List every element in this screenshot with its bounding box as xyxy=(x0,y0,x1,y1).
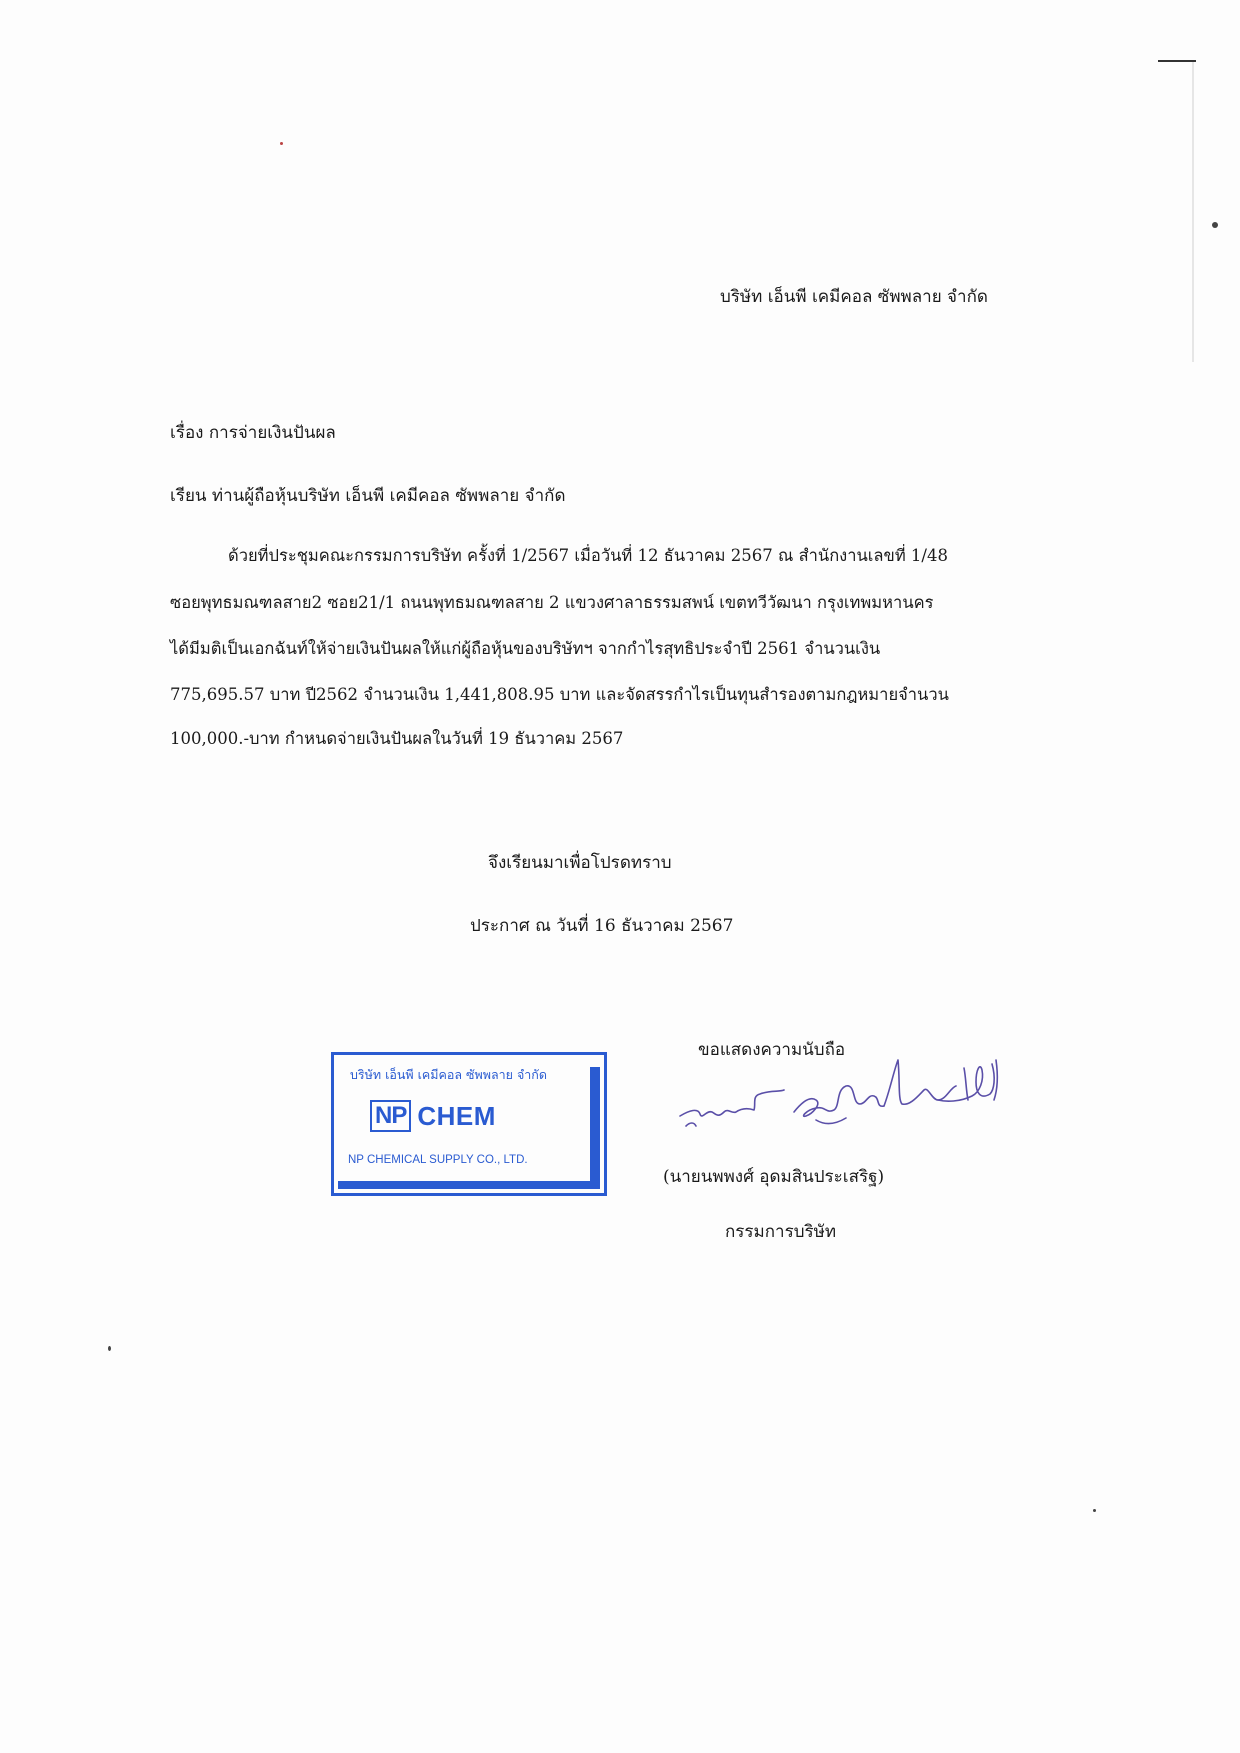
letter-subject: เรื่อง การจ่ายเงินปันผล xyxy=(170,423,336,443)
scan-speck xyxy=(280,142,283,145)
stamp-logo xyxy=(370,1099,496,1133)
stamp-logo-np: NP xyxy=(370,1100,411,1132)
stamp-company-en: NP CHEMICAL SUPPLY CO., LTD. xyxy=(348,1154,528,1166)
scan-edge-mark xyxy=(1158,60,1196,62)
stamp-company-th: บริษัท เอ็นพี เคมีคอล ซัพพลาย จำกัด xyxy=(350,1067,547,1082)
letter-regards: ขอแสดงความนับถือ xyxy=(698,1040,846,1060)
body-line: ด้วยที่ประชุมคณะกรรมการบริษัท ครั้งที่ 1/2567 เมื่อวันที่ 12 ธันวาคม 2567 ณ สำนักงานเลขที่ 1/48 xyxy=(228,546,948,565)
stamp-shadow-bottom xyxy=(338,1181,600,1189)
body-line: ซอยพุทธมณฑลสาย2 ซอย21/1 ถนนพุทธมณฑลสาย 2 แขวงศาลาธรรมสพน์ เขตทวีวัฒนา กรุงเทพมหานคร xyxy=(170,593,934,612)
company-header: บริษัท เอ็นพี เคมีคอล ซัพพลาย จำกัด xyxy=(720,287,988,307)
scan-shadow xyxy=(1192,62,1194,362)
stamp-shadow-right xyxy=(590,1067,600,1189)
letter-salutation: เรียน ท่านผู้ถือหุ้นบริษัท เอ็นพี เคมีคอล ซัพพลาย จำกัด xyxy=(170,486,566,506)
handwritten-signature xyxy=(676,1030,1006,1150)
scan-speck xyxy=(1212,222,1218,228)
body-line: ได้มีมติเป็นเอกฉันท์ให้จ่ายเงินปันผลให้แก่ผู้ถือหุ้นของบริษัทฯ จากกำไรสุทธิประจำปี 2561 จำนวนเงิน xyxy=(170,639,881,658)
body-line: 100,000.-บาท กำหนดจ่ายเงินปันผลในวันที่ 19 ธันวาคม 2567 xyxy=(170,729,624,748)
announce-date: ประกาศ ณ วันที่ 16 ธันวาคม 2567 xyxy=(470,916,734,936)
body-line: 775,695.57 บาท ปี2562 จำนวนเงิน 1,441,808.95 บาท และจัดสรรกำไรเป็นทุนสำรองตามกฎหมายจำนวน xyxy=(170,685,949,704)
company-stamp xyxy=(331,1052,607,1196)
scan-speck xyxy=(108,1346,111,1351)
scan-speck xyxy=(1093,1509,1096,1512)
stamp-logo-chem: CHEM xyxy=(417,1101,496,1131)
letter-closing: จึงเรียนมาเพื่อโปรดทราบ xyxy=(488,853,672,873)
signer-name: (นายนพพงศ์ อุดมสินประเสริฐ) xyxy=(663,1167,885,1187)
signer-title: กรรมการบริษัท xyxy=(725,1222,837,1242)
